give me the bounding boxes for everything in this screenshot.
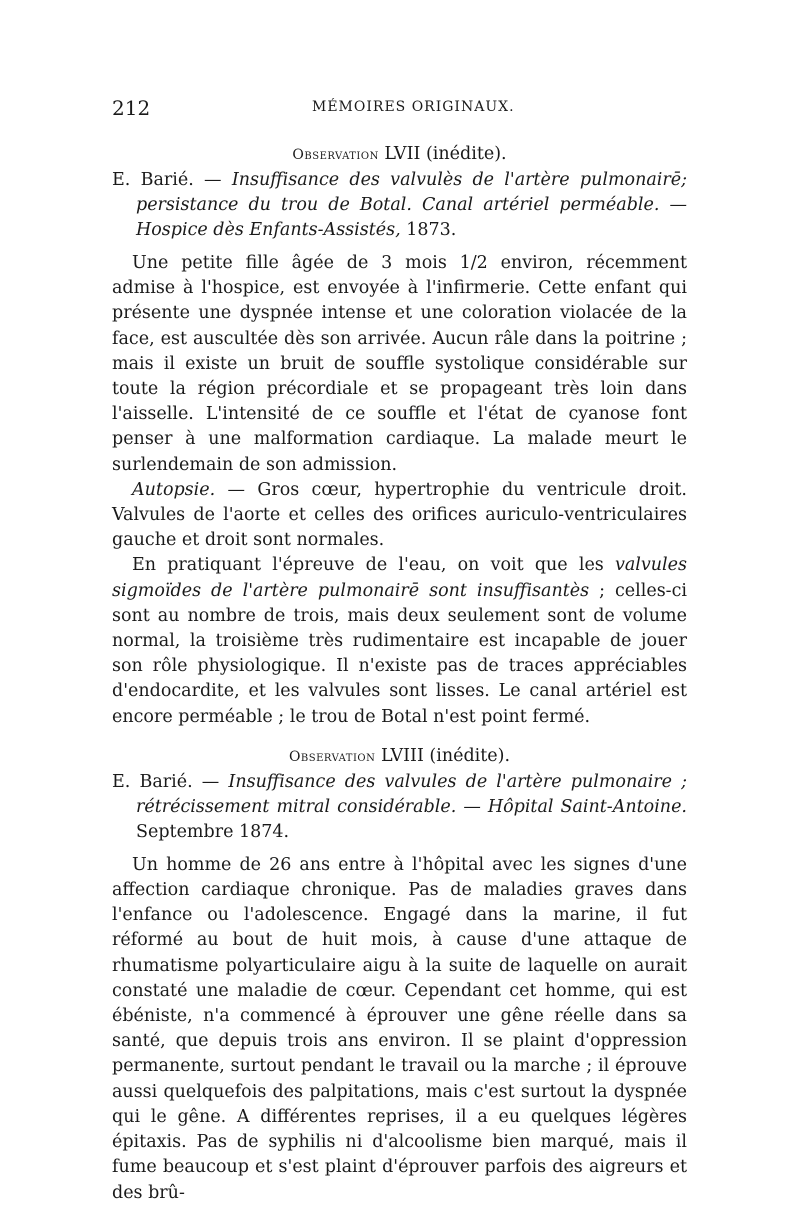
observation-57-citation bbox=[112, 168, 687, 243]
running-title: MÉMOIRES ORIGINAUX. bbox=[312, 99, 515, 115]
observation-57-paragraph-2 bbox=[112, 478, 687, 554]
observation-label: Observation bbox=[292, 147, 379, 163]
paragraph-3-rest: ; celles-ci sont au nombre de trois, mais deux seulement sont de volume normal, la troisième très rudimentaire est incapable de jouer son rôle physiologique. Il n'existe pas de traces appréciables d'endocardite, et les valvules sont lisses. Le canal artériel est encore perméable ; le trou de Botal n'est point fermé. bbox=[112, 580, 687, 727]
citation-title: Insuffisance des valvules de l'artère pulmonaire ; rétrécissement mitral considérable. — Hôpital Saint-Antoine. bbox=[136, 771, 687, 817]
observation-58-citation bbox=[112, 770, 687, 845]
paragraph-3-start: En pratiquant l'épreuve de l'eau, on voit que les bbox=[132, 555, 615, 576]
autopsie-text: — Gros cœur, hypertrophie du ventricule droit. Valvules de l'aorte et celles des orifices auriculo-ventriculaires gauche et droit sont normales. bbox=[112, 479, 687, 551]
observation-57-paragraph-3 bbox=[112, 553, 687, 729]
book-page bbox=[112, 96, 687, 1206]
paragraph-3-italic: valvules sigmoïdes de l'artère pulmonairē sont insuffisantès bbox=[112, 555, 687, 601]
running-head bbox=[112, 96, 687, 126]
citation-author: E. Barié. — bbox=[112, 771, 229, 792]
citation-author: E. Barié. — bbox=[112, 170, 232, 190]
citation-title: Insuffisance des valvulès de l'artère pulmonairē; persistance du trou de Botal. Canal artériel perméable. — Hospice dès Enfants-Assistés, bbox=[136, 170, 687, 240]
observation-58-paragraph-1: Un homme de 26 ans entre à l'hôpital avec les signes d'une affection cardiaque chronique. Pas de maladies graves dans l'enfance ou l'adolescence. Engagé dans la marine, il fut réformé au bout de huit mois, à cause d'une attaque de rhumatisme polyarticulaire aigu à la suite de laquelle on aurait constaté une maladie de cœur. Cependant cet homme, qui est ébéniste, n'a commencé à éprouver une gêne réelle dans sa santé, que depuis trois ans environ. Il se plaint d'oppression permanente, surtout pendant le travail ou la marche ; il éprouve aussi quelquefois des palpitations, mais c'est surtout la dyspnée qui le gêne. A différentes reprises, il a eu quelques légères épitaxis. Pas de syphilis ni d'alcoolisme bien marqué, mais il fume beaucoup et s'est plaint d'éprouver parfois des aigreurs et des brû- bbox=[112, 854, 687, 1203]
observation-57-paragraph-1: Une petite fille âgée de 3 mois 1/2 environ, récemment admise à l'hospice, est envoyée à l'infirmerie. Cette enfant qui présente une dyspnée intense et une coloration violacée de la face, est auscultée dès son arrivée. Aucun râle dans la poitrine ; mais il existe un bruit de souffle systolique considérable sur toute la région précordiale et se propageant très loin dans l'aisselle. L'intensité de ce souffle et l'état de cyanose font penser à une malformation cardiaque. La malade meurt le surlendemain de son admission. bbox=[112, 253, 687, 475]
observation-label: Observation bbox=[288, 748, 376, 765]
citation-year: 1873. bbox=[400, 220, 457, 240]
observation-number: LVIII (inédite). bbox=[375, 745, 511, 766]
observation-number: LVII (inédite). bbox=[378, 144, 507, 164]
citation-year: Septembre 1874. bbox=[136, 821, 290, 842]
autopsie-label: Autopsie. bbox=[132, 479, 216, 500]
page-number: 212 bbox=[112, 96, 151, 120]
observation-57-title bbox=[112, 144, 687, 164]
observation-58-title bbox=[112, 746, 687, 766]
